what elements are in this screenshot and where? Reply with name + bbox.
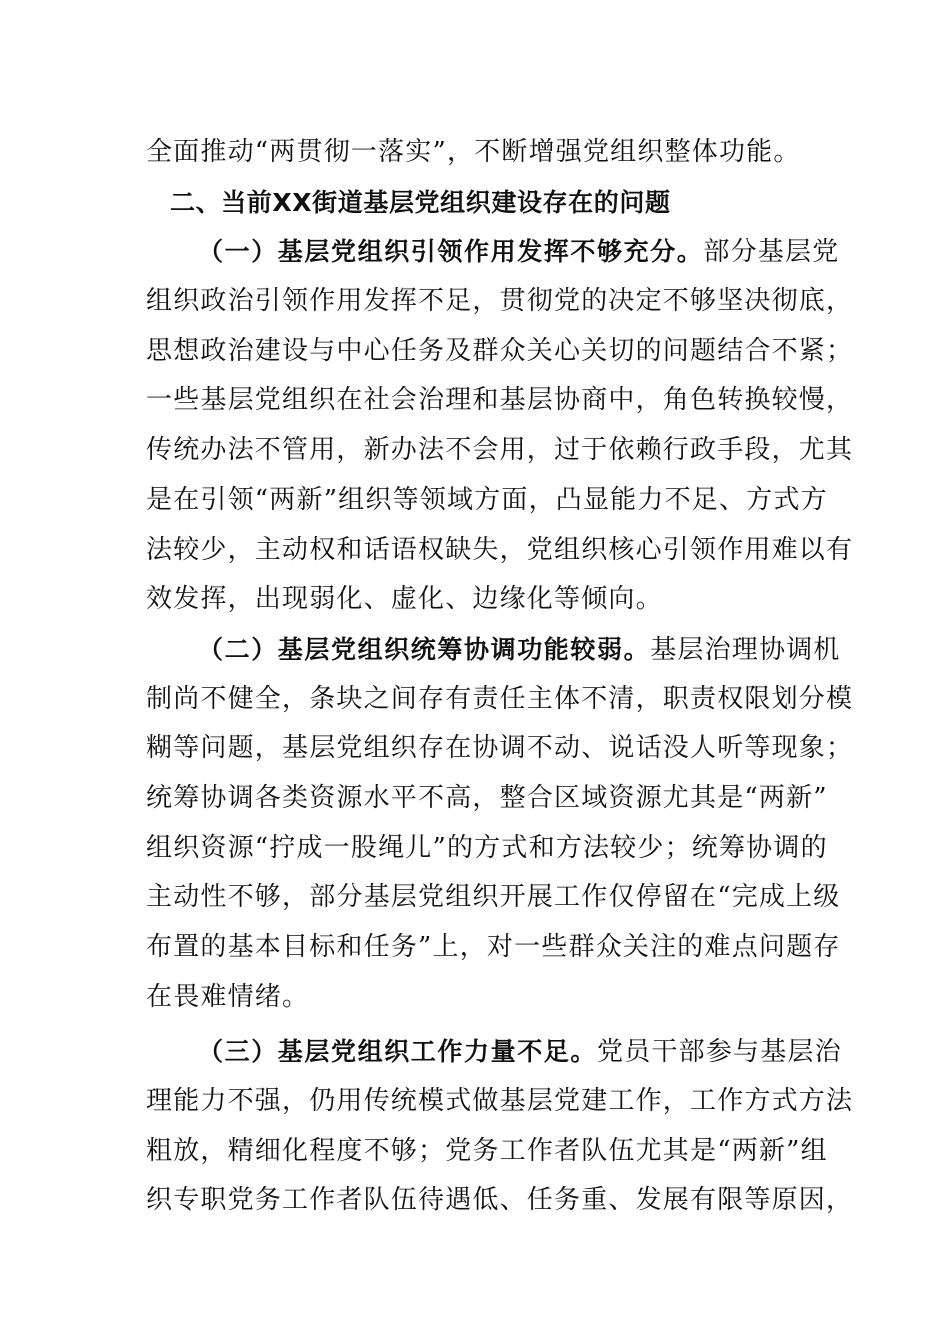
paragraph-3-line-2: 理能力不强，仍用传统模式做基层党建工作，工作方式方法 [146,1086,854,1117]
section-heading: 二、当前XX街道基层党组织建设存在的问题 [170,187,671,217]
paragraph-2-title: （二）基层党组织统筹协调功能较弱。 [198,634,651,664]
paragraph-1-line-7: 法较少，主动权和话语权缺失，党组织核心引领作用难以有 [146,534,854,565]
paragraph-3-line-4: 织专职党务工作者队伍待遇低、任务重、发展有限等原因， [146,1185,854,1216]
paragraph-3-line-3: 粗放，精细化程度不够；党务工作者队伍尤其是“两新”组 [146,1135,828,1166]
paragraph-1 [146,227,854,625]
paragraph-2-line-2: 制尚不健全，条块之间存有责任主体不清，职责权限划分模 [146,683,854,714]
paragraph-3-title: （三）基层党组织工作力量不足。 [198,1037,598,1067]
paragraph-1-line-6: 是在引领“两新”组织等领域方面，凸显能力不足、方式方 [146,484,828,515]
paragraph-2-line-7: 布置的基本目标和任务”上，对一些群众关注的难点问题存 [146,932,841,962]
paragraph-1-line-4: 一些基层党组织在社会治理和基层协商中，角色转换较慢， [146,385,854,416]
paragraph-3 [146,1027,854,1226]
paragraph-2-line-8: 在畏难情绪。 [146,981,310,1012]
paragraph-3-line-1-text: 党员干部参与基层治 [597,1037,842,1068]
paragraph-1-line-1 [146,227,840,277]
paragraph-2-line-4: 统筹协调各类资源水平不高，整合区域资源尤其是“两新” [146,782,828,813]
paragraph-1-line-8: 效发挥，出现弱化、虚化、边缘化等倾向。 [146,584,663,615]
paragraph-2-line-5: 组织资源“拧成一股绳儿”的方式和方法较少；统筹协调的 [146,832,828,863]
paragraph-2-line-1-text: 基层治理协调机 [650,634,841,665]
paragraph-3-line-1 [146,1027,842,1077]
document-body [146,128,854,1226]
paragraph-2-line-3: 糊等问题，基层党组织存在协调不动、说话没人听等现象； [146,733,854,764]
paragraph-1-line-5: 传统办法不管用，新办法不会用，过于依赖行政手段，尤其 [146,435,854,466]
paragraph-1-line-2: 组织政治引领作用发挥不足，贯彻党的决定不够坚决彻底， [146,286,854,317]
paragraph-2-line-6: 主动性不够，部分基层党组织开展工作仅停留在“完成上级 [146,882,841,913]
paragraph-1-title: （一）基层党组织引领作用发挥不够充分。 [198,237,704,267]
paragraph-2-line-1 [146,625,841,675]
paragraph-1-line-3: 思想政治建设与中心任务及群众关心关切的问题结合不紧； [146,335,854,366]
paragraph-1-line-1-text: 部分基层党 [703,237,840,268]
intro-line: 全面推动“两贯彻一落实”，不断增强党组织整体功能。 [146,137,801,167]
paragraph-2 [146,625,854,1023]
